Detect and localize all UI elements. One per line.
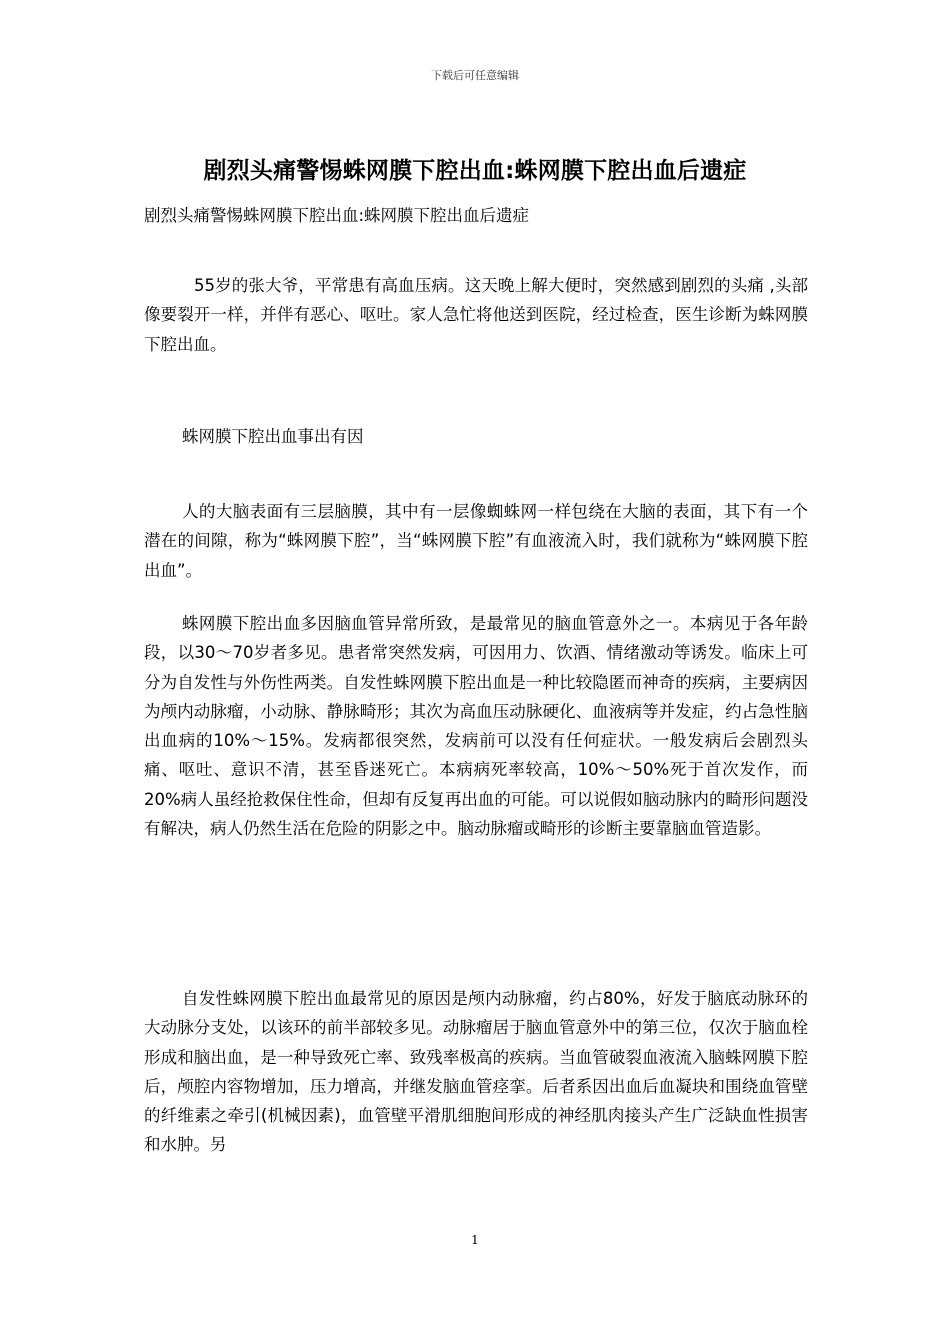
document-title: 剧烈头痛警惕蛛网膜下腔出血:蛛网膜下腔出血后遗症 [203, 158, 747, 184]
page-number: 1 [471, 1233, 479, 1247]
paragraph-causes: 蛛网膜下腔出血多因脑血管异常所致，是最常见的脑血管意外之一。本病见于各年龄段，以30～70岁者多见。患者常突然发病，可因用力、饮酒、情绪激动等诱发。临床上可分为自发性与外伤性两类。自发性蛛网膜下腔出血是一种比较隐匿而神奇的疾病，主要病因为颅内动脉瘤，小动脉、静脉畸形；其次为高血压动脉硬化、血液病等并发症，约占急性脑出血病的10%～15%。发病都很突然，发病前可以没有任何症状。一般发病后会剧烈头痛、呕吐、意识不清，甚至昏迷死亡。本病病死率较高，10%～50%死于首次发作，而20%病人虽经抢救保住性命，但却有反复再出血的可能。可以说假如脑动脉内的畸形问题没有解决，病人仍然生活在危险的阴影之中。脑动脉瘤或畸形的诊断主要靠脑血管造影。 [144, 614, 808, 839]
paragraph-anatomy: 人的大脑表面有三层脑膜，其中有一层像蜘蛛网一样包绕在大脑的表面，其下有一个潜在的间隙，称为“蛛网膜下腔”，当“蛛网膜下腔”有血液流入时，我们就称为“蛛网膜下腔出血”。 [144, 502, 808, 580]
paragraph-intro: 55岁的张大爷，平常患有高血压病。这天晚上解大便时，突然感到剧烈的头痛 ,头部像要裂开一样，并伴有恶心、呕吐。家人急忙将他送到医院，经过检查，医生诊断为蛛网膜下腔出血。 [144, 276, 808, 354]
page-header-note: 下载后可任意编辑 [431, 69, 519, 82]
paragraph-aneurysm: 自发性蛛网膜下腔出血最常见的原因是颅内动脉瘤，约占80%，好发于脑底动脉环的大动脉分支处，以该环的前半部较多见。动脉瘤居于脑血管意外中的第三位，仅次于脑血栓形成和脑出血，是一种导致死亡率、致残率极高的疾病。当血管破裂血液流入脑蛛网膜下腔后，颅腔内容物增加，压力增高，并继发脑血管痉挛。后者系因出血后血凝块和围绕血管壁的纤维素之牵引(机械因素)，血管壁平滑肌细胞间形成的神经肌肉接头产生广泛缺血性损害和水肿。另 [144, 989, 808, 1155]
document-subtitle: 剧烈头痛警惕蛛网膜下腔出血:蛛网膜下腔出血后遗症 [144, 206, 530, 225]
section-heading: 蛛网膜下腔出血事出有因 [182, 427, 364, 446]
